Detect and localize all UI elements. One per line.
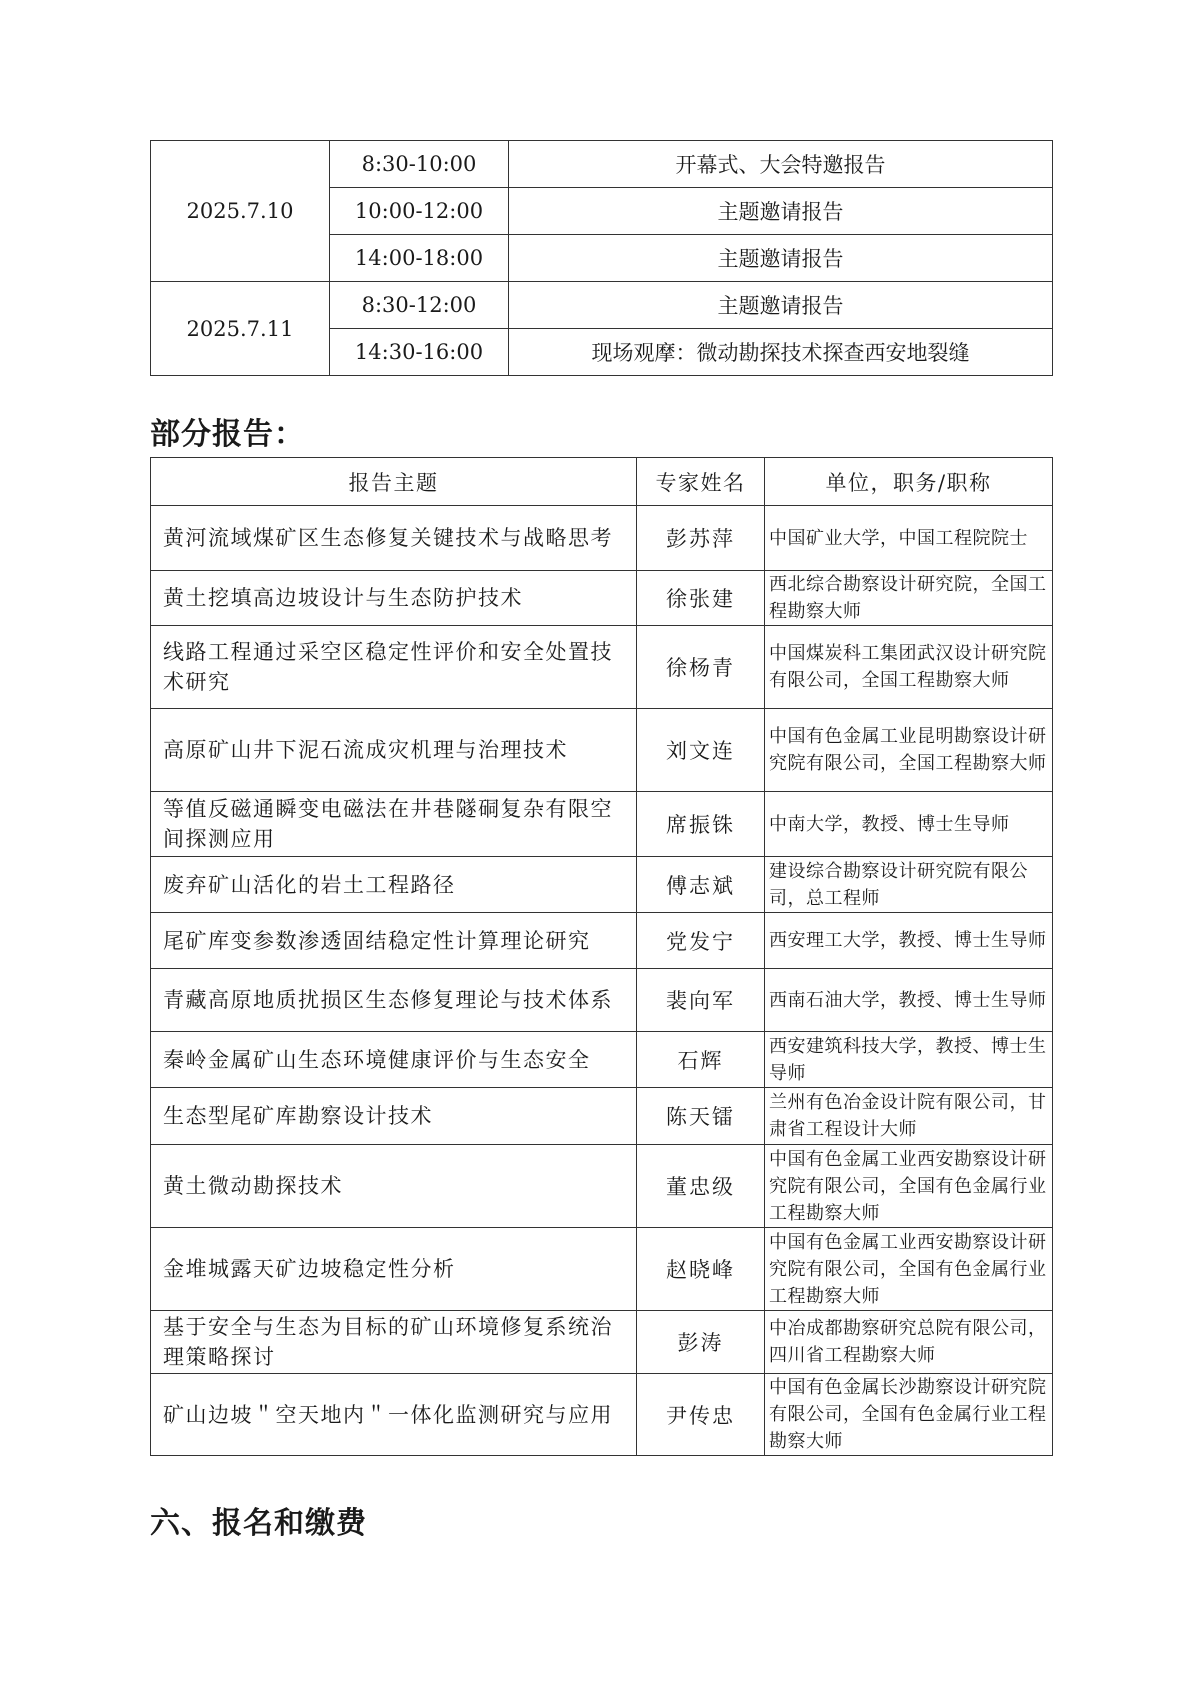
report-topic: 金堆城露天矿边坡稳定性分析 (151, 1228, 637, 1311)
session-content: 主题邀请报告 (509, 235, 1053, 282)
session-content: 主题邀请报告 (509, 188, 1053, 235)
schedule-table (150, 140, 1053, 376)
table-row (151, 792, 1053, 857)
report-org: 西北综合勘察设计研究院，全国工程勘察大师 (765, 571, 1053, 626)
reports-table (150, 457, 1053, 1456)
report-topic: 秦岭金属矿山生态环境健康评价与生态安全 (151, 1032, 637, 1088)
report-org: 西南石油大学，教授、博士生导师 (765, 969, 1053, 1032)
table-row (151, 1311, 1053, 1374)
report-org: 西安理工大学，教授、博士生导师 (765, 913, 1053, 969)
table-row (151, 141, 1053, 188)
report-org: 建设综合勘察设计研究院有限公司，总工程师 (765, 857, 1053, 913)
table-row (151, 1032, 1053, 1088)
report-expert: 赵晓峰 (637, 1228, 765, 1311)
schedule-date: 2025.7.10 (151, 141, 330, 282)
table-row (151, 1228, 1053, 1311)
report-org: 中国有色金属工业西安勘察设计研究院有限公司，全国有色金属行业工程勘察大师 (765, 1228, 1053, 1311)
reports-heading: 部分报告： (150, 417, 305, 452)
session-content: 现场观摩：微动勘探技术探查西安地裂缝 (509, 329, 1053, 376)
report-topic: 生态型尾矿库勘察设计技术 (151, 1088, 637, 1145)
report-expert: 席振铢 (637, 792, 765, 857)
report-expert: 彭苏萍 (637, 506, 765, 571)
report-org: 中国有色金属长沙勘察设计研究院有限公司，全国有色金属行业工程勘察大师 (765, 1374, 1053, 1456)
table-row (151, 282, 1053, 329)
report-org: 西安建筑科技大学，教授、博士生导师 (765, 1032, 1053, 1088)
header-expert: 专家姓名 (637, 458, 765, 506)
report-org: 中冶成都勘察研究总院有限公司，四川省工程勘察大师 (765, 1311, 1053, 1374)
report-topic: 青藏高原地质扰损区生态修复理论与技术体系 (151, 969, 637, 1032)
report-topic: 高原矿山井下泥石流成灾机理与治理技术 (151, 709, 637, 792)
report-expert: 党发宁 (637, 913, 765, 969)
report-org: 中国有色金属工业西安勘察设计研究院有限公司，全国有色金属行业工程勘察大师 (765, 1145, 1053, 1228)
table-row (151, 1088, 1053, 1145)
report-org: 中国有色金属工业昆明勘察设计研究院有限公司，全国工程勘察大师 (765, 709, 1053, 792)
session-time: 14:30-16:00 (330, 329, 509, 376)
table-row (151, 913, 1053, 969)
session-time: 8:30-10:00 (330, 141, 509, 188)
schedule-date: 2025.7.11 (151, 282, 330, 376)
table-row (151, 571, 1053, 626)
session-content: 主题邀请报告 (509, 282, 1053, 329)
report-expert: 尹传忠 (637, 1374, 765, 1456)
report-topic: 黄土挖填高边坡设计与生态防护技术 (151, 571, 637, 626)
report-expert: 徐张建 (637, 571, 765, 626)
report-expert: 董忠级 (637, 1145, 765, 1228)
report-topic: 等值反磁通瞬变电磁法在井巷隧硐复杂有限空间探测应用 (151, 792, 637, 857)
table-row (151, 626, 1053, 709)
report-topic: 黄土微动勘探技术 (151, 1145, 637, 1228)
table-row (151, 1374, 1053, 1456)
table-row (151, 1145, 1053, 1228)
report-topic: 矿山边坡＂空天地内＂一体化监测研究与应用 (151, 1374, 637, 1456)
report-expert: 陈天镭 (637, 1088, 765, 1145)
session-time: 14:00-18:00 (330, 235, 509, 282)
session-content: 开幕式、大会特邀报告 (509, 141, 1053, 188)
session-time: 8:30-12:00 (330, 282, 509, 329)
table-header-row (151, 458, 1053, 506)
report-topic: 黄河流域煤矿区生态修复关键技术与战略思考 (151, 506, 637, 571)
table-row (151, 857, 1053, 913)
table-row (151, 709, 1053, 792)
report-expert: 傅志斌 (637, 857, 765, 913)
header-org: 单位，职务/职称 (765, 458, 1053, 506)
report-topic: 基于安全与生态为目标的矿山环境修复系统治理策略探讨 (151, 1311, 637, 1374)
report-org: 中南大学，教授、博士生导师 (765, 792, 1053, 857)
report-expert: 彭涛 (637, 1311, 765, 1374)
report-topic: 尾矿库变参数渗透固结稳定性计算理论研究 (151, 913, 637, 969)
report-org: 中国煤炭科工集团武汉设计研究院有限公司，全国工程勘察大师 (765, 626, 1053, 709)
report-topic: 废弃矿山活化的岩土工程路径 (151, 857, 637, 913)
report-expert: 石辉 (637, 1032, 765, 1088)
report-org: 中国矿业大学，中国工程院院士 (765, 506, 1053, 571)
header-topic: 报告主题 (151, 458, 637, 506)
section-heading: 六、报名和缴费 (150, 1506, 367, 1541)
table-row (151, 506, 1053, 571)
table-row (151, 969, 1053, 1032)
report-expert: 徐杨青 (637, 626, 765, 709)
report-expert: 裴向军 (637, 969, 765, 1032)
report-org: 兰州有色冶金设计院有限公司，甘肃省工程设计大师 (765, 1088, 1053, 1145)
report-topic: 线路工程通过采空区稳定性评价和安全处置技术研究 (151, 626, 637, 709)
session-time: 10:00-12:00 (330, 188, 509, 235)
report-expert: 刘文连 (637, 709, 765, 792)
